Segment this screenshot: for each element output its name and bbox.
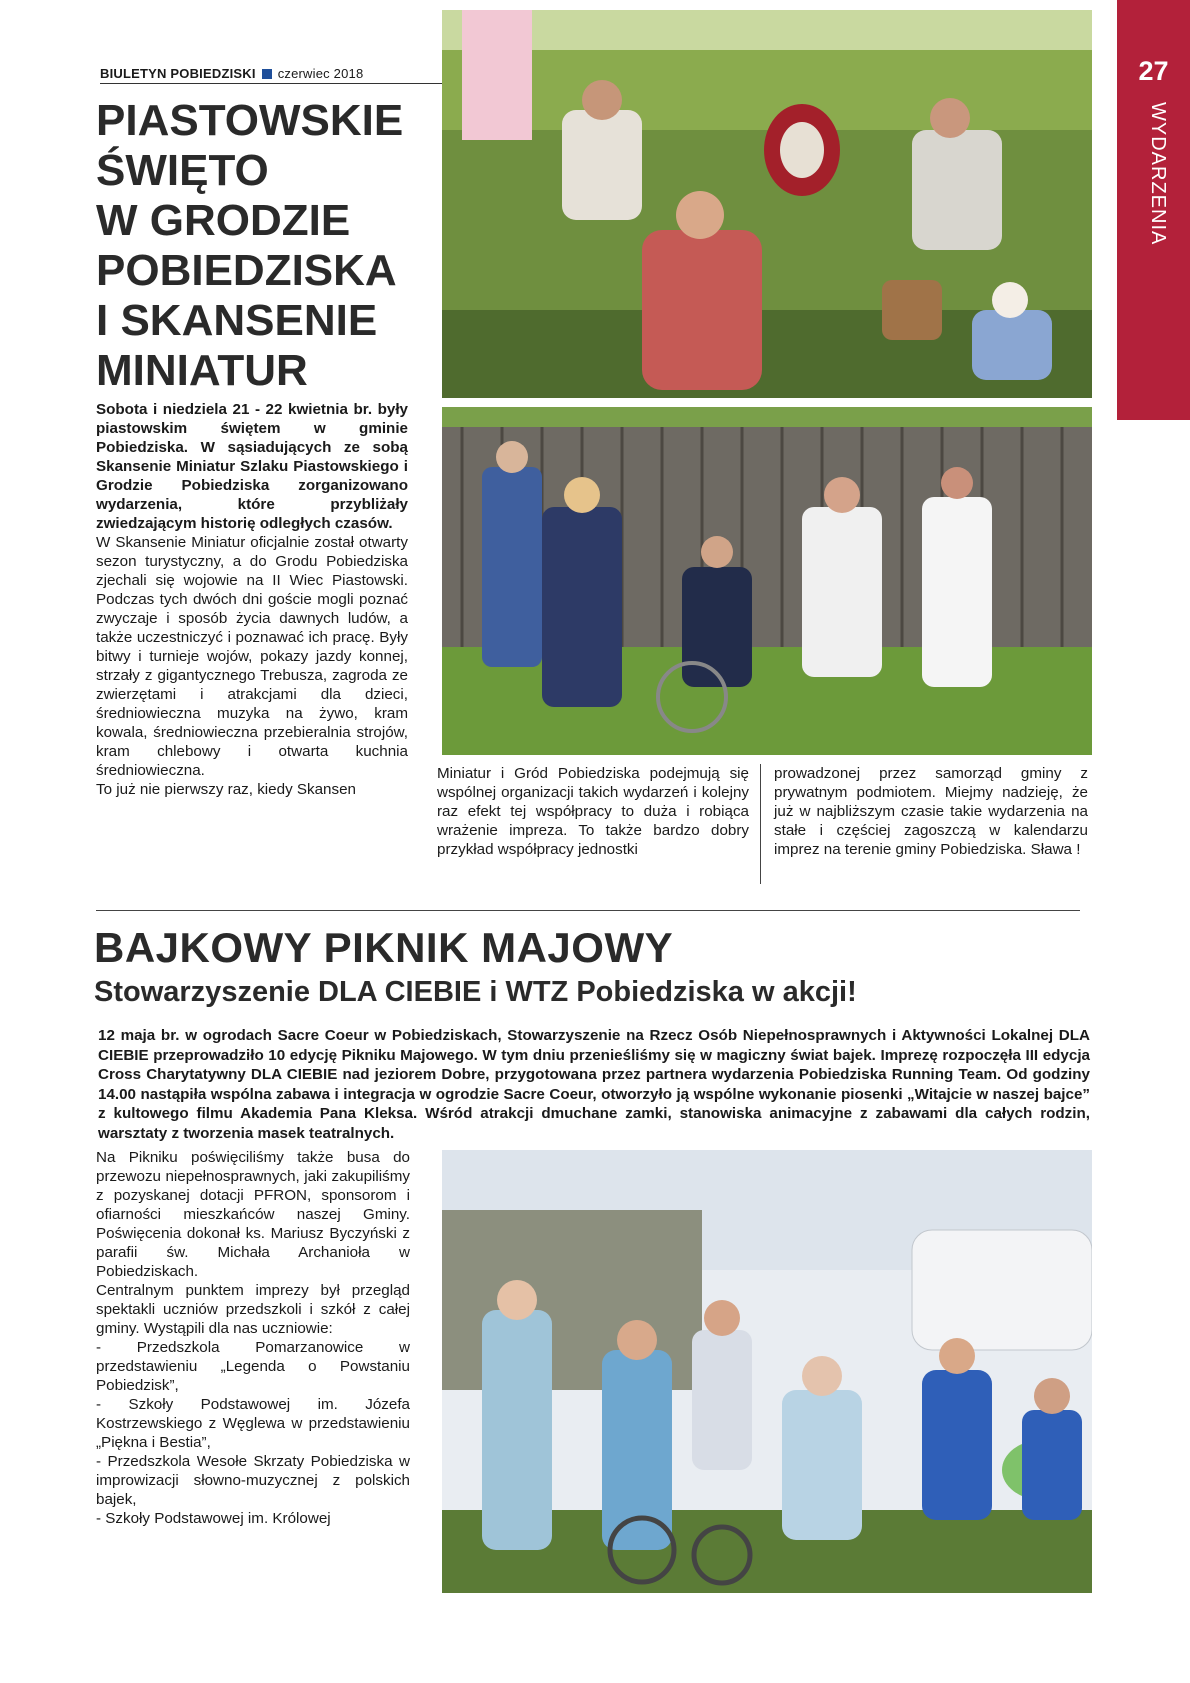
section-tab <box>1117 0 1190 420</box>
title-line: I SKANSENIE <box>96 296 378 345</box>
list-item: - Szkoły Podstawowej im. Królowej <box>96 1510 331 1527</box>
article1-column-1 <box>96 400 408 799</box>
photo-medieval-picnic <box>442 10 1092 398</box>
photo-picnic-group <box>442 1150 1092 1593</box>
title-line: W GRODZIE <box>96 196 351 245</box>
article1-body-continued: To już nie pierwszy raz, kiedy Skansen <box>96 781 356 798</box>
title-line: MINIATUR <box>96 346 308 395</box>
title-line: POBIEDZISKA <box>96 246 397 295</box>
column-divider <box>760 764 761 884</box>
section-label: WYDARZENIA <box>1147 102 1169 246</box>
issue-date: czerwiec 2018 <box>277 66 364 81</box>
list-item: - Szkoły Podstawowej im. Józefa Kostrzewskiego z Węglewa w przedstawieniu „Piękna i Bestia”, <box>96 1396 410 1451</box>
article1-column-2: Miniatur i Gród Pobiedziska podejmują się wspólnej organizacji takich wydarzeń i kolejny raz efekt tej współpracy to duża i robiąca wrażenie impreza. To także bardzo dobry przykład współpracy jednostki <box>437 765 749 858</box>
article1-column-3: prowadzonej przez samorząd gminy z prywatnym podmiotem. Miejmy nadzieję, że już w najbliższym czasie takie wydarzenia na stałe i częściej zagoszczą w kalendarzu imprez na terenie gminy Pobiedziska. Sława ! <box>774 765 1088 858</box>
running-header <box>100 66 363 81</box>
article-separator <box>96 910 1080 911</box>
list-item: - Przedszkola Pomarzanowice w przedstawieniu „Legenda o Powstaniu Pobiedzisk”, <box>96 1339 410 1394</box>
publication-name: BIULETYN POBIEDZISKI <box>100 66 256 81</box>
photo-group-by-palisade <box>442 407 1092 755</box>
article1-title <box>96 96 426 396</box>
article1-body: W Skansenie Miniatur oficjalnie został otwarty sezon turystyczny, a do Grodu Pobiedziska zjechali się wojowie na II Wiec Piastowski. Podczas tych dwóch dni goście mogli poznać zwyczaje i sposób życia dawnych ludów, a także uczestniczyć i poznawać ich pracę. Były bitwy i turnieje wojów, pokazy jazdy konnej, strzały z gigantycznego Trebusza, zagroda ze zwierzętami i atrakcjami dla dzieci, średniowieczna muzyka na żywo, kram kowala, średniowieczna przebieralnia strojów, kram chlebowy i otwarta kuchnia średniowieczna. <box>96 534 408 779</box>
article2-lead: 12 maja br. w ogrodach Sacre Coeur w Pobiedziskach, Stowarzyszenie na Rzecz Osób Niepełnosprawnych i Aktywności Lokalnej DLA CIEBIE przeprowadziło 10 edycję Pikniku Majowego. W tym dniu przenieśliśmy się w magiczny świat bajek. Imprezę rozpoczęła III edycja Cross Charytatywny DLA CIEBIE nad jeziorem Dobre, przygotowana przez partnera wydarzenia Pobiedziska Running Team. Od godziny 14.00 nastąpiła wspólna zabawa i integracja w ogrodzie Sacre Coeur, otworzyło ją wspólne wykonanie piosenki „Witajcie w naszej bajce” z kultowego filmu Akademia Pana Kleksa. Wśród atrakcji dmuchane zamki, stanowiska animacyjne z zabawami dla całych rodzin, warsztaty z tworzenia masek teatralnych. <box>98 1027 1090 1142</box>
title-line: ŚWIĘTO <box>96 146 269 195</box>
article2-paragraph: Centralnym punktem imprezy był przegląd spektakli uczniów przedszkoli i szkół z całej gminy. Wystąpili dla nas uczniowie: <box>96 1282 410 1337</box>
article2-paragraph: Na Pikniku poświęciliśmy także busa do przewozu niepełnosprawnych, jaki zakupiliśmy z pozyskanej dotacji PFRON, sponsorom i ofiarności mieszkańców naszej Gminy. Poświęcenia dokonał ks. Mariusz Byczyński z parafii św. Michała Archanioła w Pobiedziskach. <box>96 1149 410 1280</box>
article2-column-1 <box>96 1148 410 1528</box>
header-rule <box>100 83 442 84</box>
square-bullet-icon <box>262 69 272 79</box>
article1-lead: Sobota i niedziela 21 - 22 kwietnia br. były piastowskim świętem w gminie Pobiedziska. W sąsiadujących ze sobą Skansenie Miniatur Szlaku Piastowskiego i Grodzie Pobiedziska zorganizowano wydarzenia, które przybliżały zwiedzającym historię odległych czasów. <box>96 401 408 532</box>
list-item: - Przedszkola Wesołe Skrzaty Pobiedziska w improwizacji słowno-muzycznej z polskich bajek, <box>96 1453 410 1508</box>
page-number: 27 <box>1138 56 1169 86</box>
article2-subtitle: Stowarzyszenie DLA CIEBIE i WTZ Pobiedziska w akcji! <box>94 976 857 1008</box>
title-line: PIASTOWSKIE <box>96 96 404 145</box>
article2-title: BAJKOWY PIKNIK MAJOWY <box>94 924 674 971</box>
